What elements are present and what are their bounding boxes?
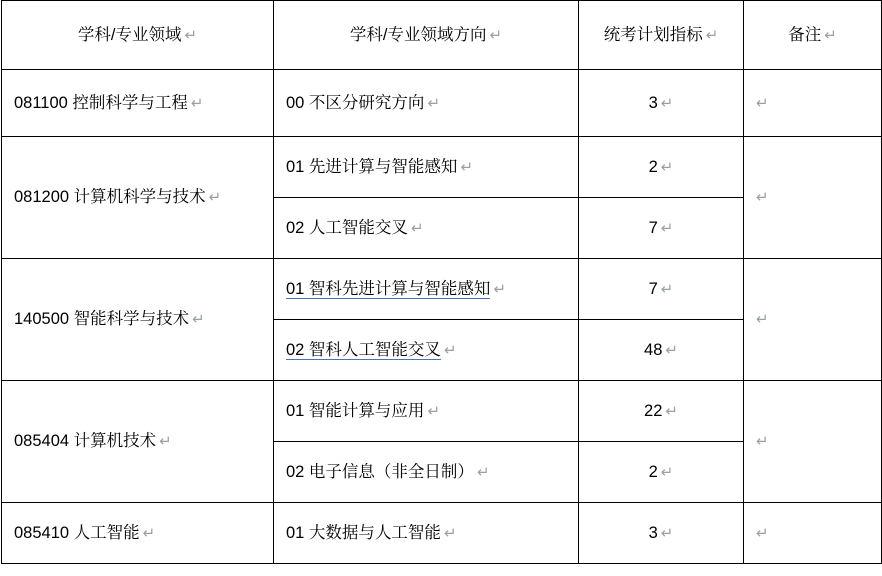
direction-label: 01 大数据与人工智能	[286, 523, 441, 542]
column-header-discipline	[2, 1, 274, 70]
paragraph-mark-icon: ↵	[208, 189, 222, 207]
paragraph-mark-icon: ↵	[756, 311, 769, 329]
table-row	[2, 137, 882, 198]
quota-cell	[579, 137, 744, 198]
direction-label: 01 智能计算与应用	[286, 401, 425, 420]
paragraph-mark-icon: ↵	[476, 463, 490, 481]
remark-cell	[744, 70, 882, 137]
remark-cell	[744, 259, 882, 381]
quota-cell	[579, 381, 744, 442]
paragraph-mark-icon: ↵	[159, 433, 172, 451]
paragraph-mark-icon: ↵	[756, 94, 769, 112]
paragraph-mark-icon: ↵	[192, 311, 205, 329]
paragraph-mark-icon: ↵	[184, 26, 198, 44]
table-row	[2, 381, 882, 442]
direction-label: 01 智科先进计算与智能感知	[286, 279, 491, 298]
discipline-cell	[2, 137, 274, 259]
paragraph-mark-icon: ↵	[493, 280, 507, 298]
remark-cell	[744, 137, 882, 259]
direction-cell	[274, 381, 579, 442]
column-header-direction	[274, 1, 579, 70]
direction-cell	[274, 259, 579, 320]
quota-cell	[579, 503, 744, 564]
paragraph-mark-icon: ↵	[824, 26, 837, 44]
direction-cell	[274, 442, 579, 503]
direction-label: 00 不区分研究方向	[286, 93, 425, 112]
paragraph-mark-icon: ↵	[665, 341, 678, 359]
paragraph-mark-icon: ↵	[660, 463, 674, 481]
quota-value: 2	[648, 462, 658, 481]
discipline-label: 081200 计算机科学与技术	[14, 188, 206, 207]
column-header-remark	[744, 1, 882, 70]
remark-cell	[744, 381, 882, 503]
quota-value: 3	[648, 523, 658, 542]
quota-value: 48	[644, 340, 663, 359]
column-header-discipline-label: 学科/专业领域	[77, 25, 182, 44]
paragraph-mark-icon: ↵	[427, 402, 441, 420]
quota-cell	[579, 70, 744, 137]
discipline-label: 085410 人工智能	[14, 523, 140, 542]
table-row	[2, 70, 882, 137]
column-header-direction-label: 学科/专业领域方向	[349, 25, 487, 44]
discipline-cell	[2, 503, 274, 564]
paragraph-mark-icon: ↵	[410, 219, 424, 237]
discipline-cell	[2, 381, 274, 503]
paragraph-mark-icon: ↵	[460, 158, 474, 176]
paragraph-mark-icon: ↵	[190, 94, 204, 112]
discipline-cell	[2, 70, 274, 137]
direction-label: 02 电子信息（非全日制）	[286, 462, 474, 481]
paragraph-mark-icon: ↵	[660, 158, 674, 176]
direction-label: 01 先进计算与智能感知	[286, 157, 458, 176]
paragraph-mark-icon: ↵	[427, 94, 441, 112]
column-header-quota	[579, 1, 744, 70]
table-row	[2, 503, 882, 564]
quota-cell	[579, 442, 744, 503]
remark-cell	[744, 503, 882, 564]
paragraph-mark-icon: ↵	[660, 524, 674, 542]
paragraph-mark-icon: ↵	[443, 341, 457, 359]
direction-label: 02 人工智能交叉	[286, 218, 408, 237]
direction-label: 02 智科人工智能交叉	[286, 340, 441, 359]
enrollment-quota-table	[1, 0, 882, 564]
column-header-quota-label: 统考计划指标	[603, 25, 703, 44]
direction-cell	[274, 320, 579, 381]
quota-value: 3	[648, 93, 658, 112]
discipline-label: 140500 智能科学与技术	[14, 310, 190, 329]
quota-value: 7	[648, 279, 658, 298]
table-header-row	[2, 1, 882, 70]
paragraph-mark-icon: ↵	[660, 219, 674, 237]
table-header	[2, 1, 882, 70]
quota-value: 22	[644, 401, 663, 420]
direction-cell	[274, 198, 579, 259]
discipline-cell	[2, 259, 274, 381]
discipline-label: 081100 控制科学与工程	[14, 93, 188, 112]
quota-value: 2	[648, 157, 658, 176]
paragraph-mark-icon: ↵	[756, 524, 769, 542]
paragraph-mark-icon: ↵	[756, 433, 769, 451]
paragraph-mark-icon: ↵	[705, 26, 719, 44]
discipline-label: 085404 计算机技术	[14, 432, 157, 451]
paragraph-mark-icon: ↵	[660, 280, 674, 298]
table-body	[2, 70, 882, 564]
quota-cell	[579, 198, 744, 259]
direction-cell	[274, 503, 579, 564]
table-row	[2, 259, 882, 320]
column-header-remark-label: 备注	[788, 25, 822, 44]
quota-cell	[579, 320, 744, 381]
paragraph-mark-icon: ↵	[665, 402, 678, 420]
paragraph-mark-icon: ↵	[660, 94, 674, 112]
paragraph-mark-icon: ↵	[142, 524, 156, 542]
paragraph-mark-icon: ↵	[489, 26, 503, 44]
quota-value: 7	[648, 218, 658, 237]
direction-cell	[274, 137, 579, 198]
paragraph-mark-icon: ↵	[756, 189, 769, 207]
paragraph-mark-icon: ↵	[443, 524, 457, 542]
direction-cell	[274, 70, 579, 137]
quota-cell	[579, 259, 744, 320]
